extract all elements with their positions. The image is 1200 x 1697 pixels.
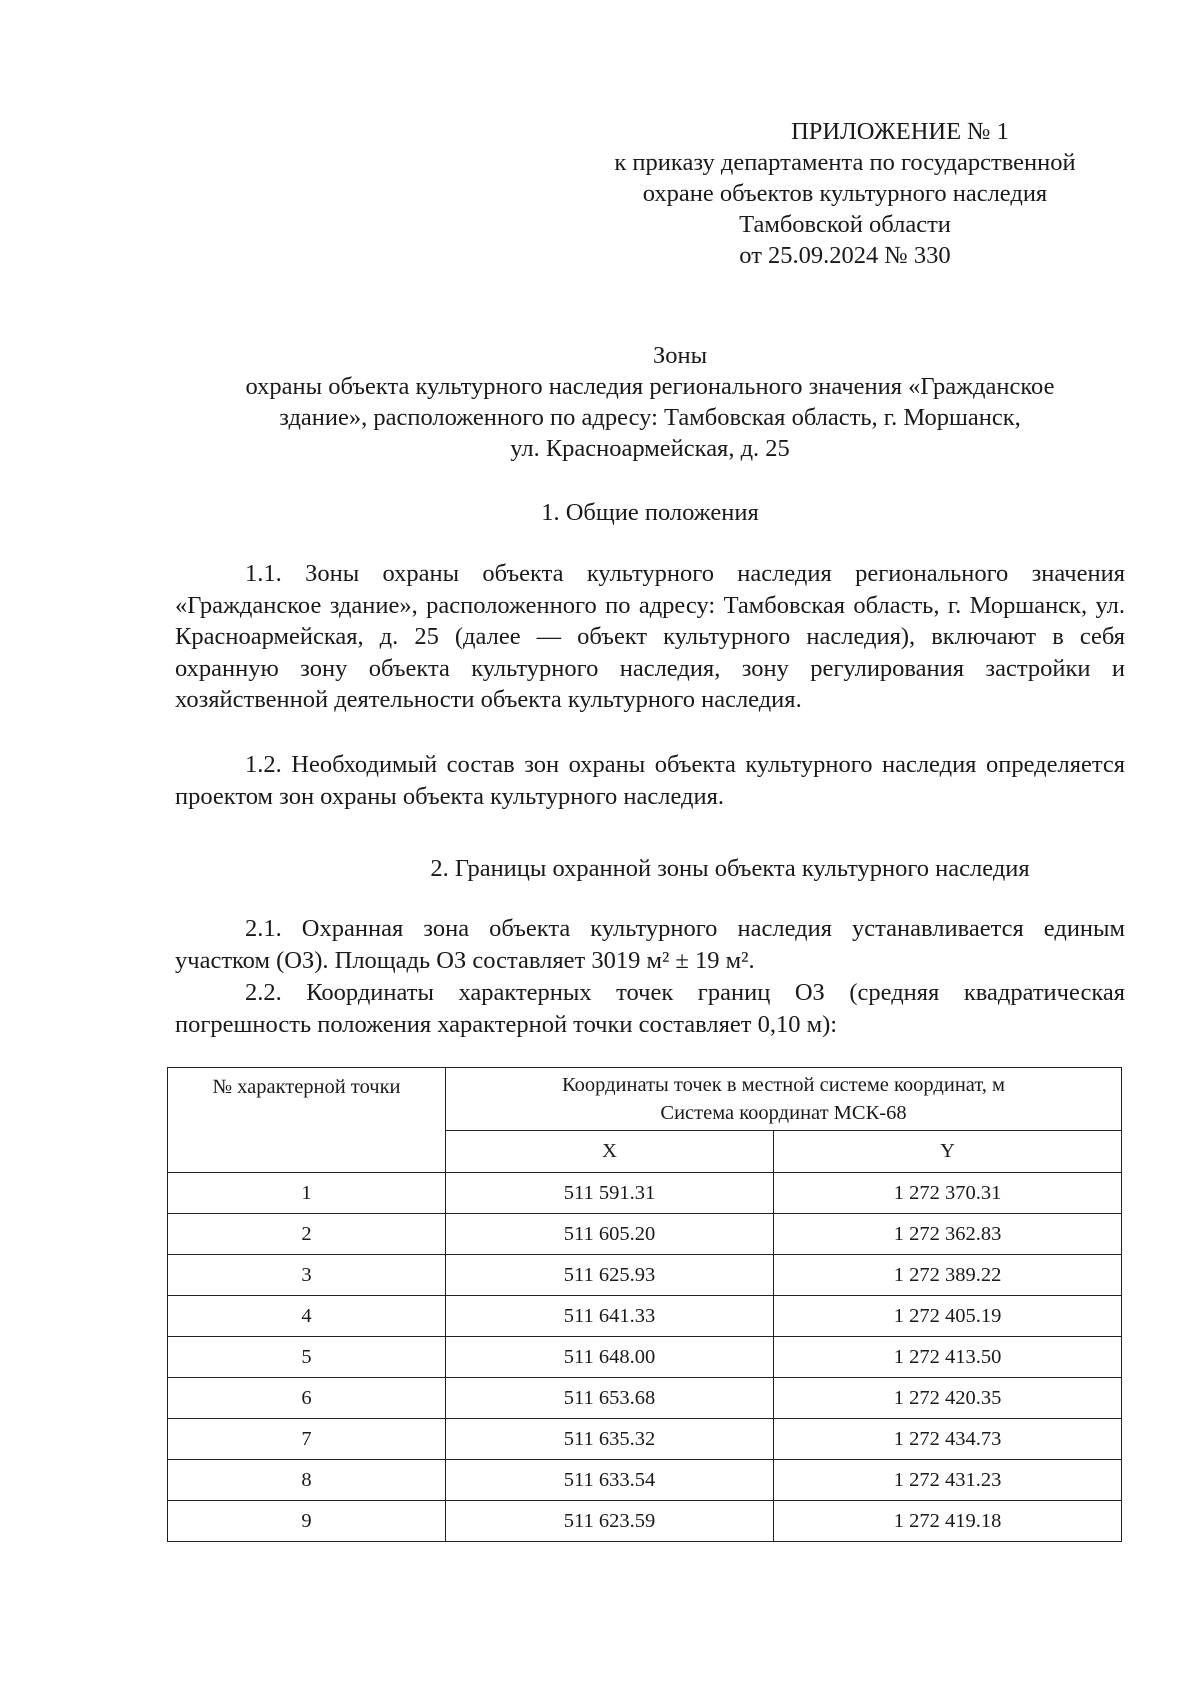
y-coordinate-cell: 1 272 389.22 [774, 1255, 1122, 1296]
table-row [168, 1173, 1122, 1214]
appendix-heading: ПРИЛОЖЕНИЕ № 1 [791, 118, 1009, 145]
point-number-cell: 6 [168, 1378, 446, 1419]
appendix-line-1: к приказу департамента по государственной [614, 149, 1076, 176]
header-coordinates-line-1: Координаты точек в местной системе координат, м [562, 1073, 1005, 1096]
x-coordinate-cell: 511 648.00 [446, 1337, 774, 1378]
paragraph-1-2-text: 1.2. Необходимый состав зон охраны объекта культурного наследия определяется проектом зон охраны объекта культурного наследия. [175, 751, 1125, 810]
appendix-line-2: охране объектов культурного наследия [642, 180, 1048, 207]
title-line-4: ул. Красноармейская, д. 25 [510, 435, 790, 462]
header-point-number: № характерной точки [168, 1068, 446, 1173]
header-coordinates [446, 1068, 1122, 1131]
y-coordinate-cell: 1 272 434.73 [774, 1419, 1122, 1460]
table-row [168, 1214, 1122, 1255]
point-number-cell: 3 [168, 1255, 446, 1296]
point-number-cell: 9 [168, 1501, 446, 1542]
table-row [168, 1296, 1122, 1337]
y-coordinate-cell: 1 272 362.83 [774, 1214, 1122, 1255]
table-row [168, 1337, 1122, 1378]
point-number-cell: 4 [168, 1296, 446, 1337]
point-number-cell: 5 [168, 1337, 446, 1378]
x-coordinate-cell: 511 635.32 [446, 1419, 774, 1460]
title-line-3: здание», расположенного по адресу: Тамбовская область, г. Моршанск, [279, 404, 1021, 431]
y-coordinate-cell: 1 272 431.23 [774, 1460, 1122, 1501]
paragraph-2-1-text: 2.1. Охранная зона объекта культурного наследия устанавливается единым участком (ОЗ). Площадь ОЗ составляет 3019 м² ± 19 м². [175, 915, 1125, 974]
y-coordinate-cell: 1 272 420.35 [774, 1378, 1122, 1419]
paragraph-1-1-text: 1.1. Зоны охраны объекта культурного наследия регионального значения «Гражданское здание», расположенного по адресу: Тамбовская область, г. Моршанск, ул. Красноармейская, д. 25 (далее — объект культурного наследия), включают в себя охранную зону объекта культурного наследия, зону регулирования застройки и хозяйственной деятельности объекта культурного наследия. [175, 560, 1125, 713]
paragraph-2-2-text: 2.2. Координаты характерных точек границ ОЗ (средняя квадратическая погрешность положения характерной точки составляет 0,10 м): [175, 979, 1125, 1038]
y-coordinate-cell: 1 272 413.50 [774, 1337, 1122, 1378]
appendix-line-4: от 25.09.2024 № 330 [739, 242, 951, 269]
table-row [168, 1255, 1122, 1296]
x-coordinate-cell: 511 591.31 [446, 1173, 774, 1214]
coordinates-table [167, 1067, 1122, 1542]
paragraph-1-2 [175, 749, 1125, 812]
title-line-1: Зоны [652, 342, 708, 369]
paragraph-2-2 [175, 977, 1125, 1040]
table-row [168, 1501, 1122, 1542]
document-title [180, 340, 1120, 464]
x-coordinate-cell: 511 605.20 [446, 1214, 774, 1255]
section-2-heading: 2. Границы охранной зоны объекта культурного наследия [430, 855, 1030, 882]
point-number-cell: 1 [168, 1173, 446, 1214]
header-y: Y [774, 1130, 1122, 1172]
paragraph-1-1 [175, 558, 1125, 716]
coordinates-table-body [168, 1173, 1122, 1542]
x-coordinate-cell: 511 623.59 [446, 1501, 774, 1542]
header-x: X [446, 1130, 774, 1172]
appendix-line-3: Тамбовской области [739, 211, 951, 238]
y-coordinate-cell: 1 272 405.19 [774, 1296, 1122, 1337]
x-coordinate-cell: 511 625.93 [446, 1255, 774, 1296]
table-row [168, 1460, 1122, 1501]
point-number-cell: 8 [168, 1460, 446, 1501]
x-coordinate-cell: 511 633.54 [446, 1460, 774, 1501]
x-coordinate-cell: 511 653.68 [446, 1378, 774, 1419]
table-row [168, 1419, 1122, 1460]
section-1-heading: 1. Общие положения [541, 499, 759, 526]
point-number-cell: 7 [168, 1419, 446, 1460]
header-coordinates-line-2: Система координат МСК-68 [660, 1101, 907, 1124]
appendix-block [565, 116, 1125, 271]
y-coordinate-cell: 1 272 370.31 [774, 1173, 1122, 1214]
y-coordinate-cell: 1 272 419.18 [774, 1501, 1122, 1542]
paragraph-2-1 [175, 913, 1125, 976]
x-coordinate-cell: 511 641.33 [446, 1296, 774, 1337]
point-number-cell: 2 [168, 1214, 446, 1255]
title-line-2: охраны объекта культурного наследия регионального значения «Гражданское [245, 373, 1055, 400]
table-row [168, 1378, 1122, 1419]
